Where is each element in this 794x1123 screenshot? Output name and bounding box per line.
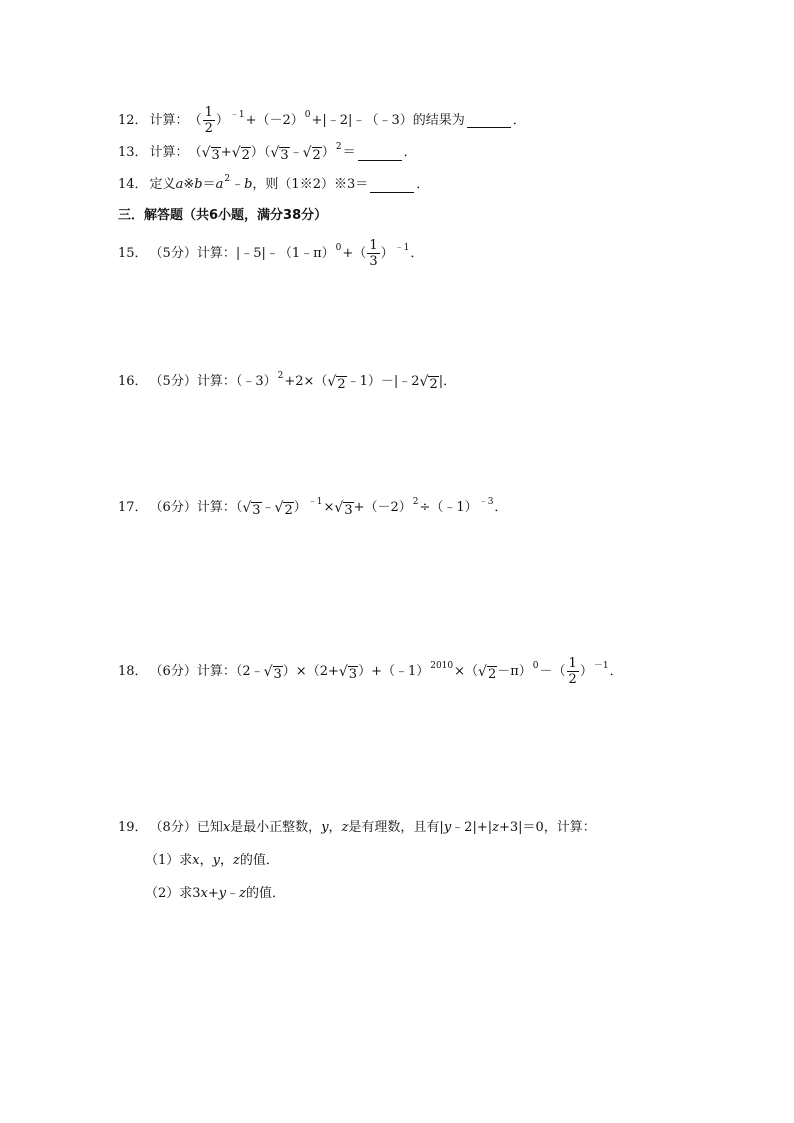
question-19 (118, 818, 596, 838)
radicand: 2 (312, 148, 321, 163)
square-root (275, 498, 294, 518)
fraction-numerator: 1 (369, 238, 378, 253)
expression-text: ） (380, 245, 394, 261)
exponent: 0 (532, 660, 539, 671)
expression-text: ÷（﹣1） (419, 500, 478, 515)
expression-text: ）×（2+ (282, 663, 339, 679)
operator: ﹣ (226, 886, 240, 901)
expression-text: +（－2） (353, 500, 412, 515)
answer-blank[interactable] (467, 113, 511, 128)
question-number: 19． (118, 820, 148, 835)
question-19-part-2 (145, 884, 285, 904)
radicand: 2 (284, 503, 293, 518)
exponent: ﹣1 (394, 242, 410, 253)
variable: y (212, 853, 220, 868)
radical-icon: √ (338, 663, 348, 680)
question-number: 16． (118, 374, 148, 389)
operator: ※ (183, 177, 195, 192)
question-number: 13． (118, 145, 148, 160)
radical-icon: √ (327, 374, 337, 390)
expression-text: ×（ (454, 663, 479, 679)
exponent: ﹣1 (229, 109, 245, 120)
square-root (270, 143, 289, 163)
expression-text: ﹣1）－|﹣2 (346, 374, 420, 389)
variable: y (443, 820, 452, 835)
variable: z (239, 886, 247, 901)
fraction-numerator: 1 (568, 656, 577, 671)
paren-close: ） (215, 112, 229, 128)
square-root (232, 143, 251, 163)
operator: + (207, 886, 219, 901)
question-16 (118, 372, 456, 392)
expression-text: （8分）已知 (149, 820, 223, 835)
expression-text: ， (328, 820, 342, 835)
period: ． (403, 145, 417, 160)
question-12 (118, 105, 526, 136)
period: ． (410, 245, 424, 261)
square-root (339, 662, 358, 682)
expression-text: ＝ (342, 145, 356, 160)
square-root (334, 498, 353, 518)
question-14 (118, 175, 429, 195)
radicand: 2 (337, 377, 346, 392)
radicand: 3 (211, 148, 220, 163)
expression-text: +（－2） (245, 112, 304, 128)
radicand: 3 (348, 666, 358, 682)
expression-text: ， (199, 853, 213, 868)
operator: ﹣ (231, 177, 245, 192)
square-root (420, 372, 439, 392)
exponent: ﹣1 (307, 497, 323, 507)
expression-text: ）+（﹣1） (358, 663, 430, 679)
expression-text: －（ (539, 663, 566, 679)
radicand: 2 (429, 377, 438, 392)
expression-text: ， (220, 853, 234, 868)
expression-text: × (323, 500, 335, 515)
fraction-numerator: 1 (204, 105, 213, 120)
expression-text: （2）求3 (145, 886, 201, 901)
period: ． (416, 177, 430, 192)
exponent: 0 (304, 109, 311, 120)
variable: y (218, 886, 227, 901)
variable: x (222, 820, 231, 835)
expression-text: ） (579, 663, 593, 679)
square-root (327, 372, 346, 392)
answer-blank[interactable] (358, 146, 402, 161)
question-19-part-1 (145, 851, 279, 871)
variable: x (200, 886, 208, 901)
period: ． (494, 500, 508, 515)
expression-text: （1）求 (145, 853, 193, 868)
question-label: 计算： (149, 112, 189, 128)
fraction-one-third (367, 238, 379, 269)
radical-icon: √ (274, 500, 284, 516)
expression-text: 定义 (149, 177, 176, 192)
radicand: 2 (487, 666, 497, 682)
expression-text: ）（ (250, 145, 271, 160)
expression-text: + (220, 145, 232, 160)
radical-icon: √ (270, 145, 280, 161)
exponent: 2 (335, 142, 342, 152)
radicand: 3 (344, 503, 353, 518)
question-17 (118, 498, 507, 518)
question-number: 14． (118, 177, 148, 192)
section-heading: 三．解答题（共6小题，满分38分） (118, 208, 328, 223)
exponent: 2 (277, 371, 284, 381)
expression-text: ） (321, 145, 335, 160)
question-number: 12． (118, 112, 148, 128)
variable: a (175, 177, 184, 192)
fraction-denominator: 3 (369, 254, 378, 269)
expression-text: 的值． (239, 853, 279, 868)
radicand: 3 (280, 148, 289, 163)
radicand: 3 (252, 503, 261, 518)
expression-text: （6分）计算：（2﹣ (149, 663, 264, 679)
period: ． (609, 663, 623, 679)
fraction-denominator: 2 (568, 672, 577, 687)
variable: y (321, 820, 329, 835)
question-15 (118, 238, 423, 269)
question-number: 18． (118, 663, 148, 679)
variable: b (244, 177, 253, 192)
variable: a (215, 177, 224, 192)
expression-text: 的值． (246, 886, 286, 901)
variable: b (194, 177, 203, 192)
question-label: 计算： (149, 145, 189, 160)
radical-icon: √ (478, 663, 487, 680)
variable: z (492, 820, 499, 835)
square-root (202, 143, 221, 163)
expression-text: －π） (497, 663, 532, 679)
variable: z (341, 820, 349, 835)
question-number: 17． (118, 500, 148, 515)
radical-icon: √ (242, 500, 252, 516)
exponent: －1 (593, 660, 609, 671)
radical-icon: √ (231, 145, 241, 161)
radical-icon: √ (201, 145, 211, 161)
expression-text: ） (293, 500, 307, 515)
fraction-one-half (567, 656, 579, 687)
square-root (242, 498, 261, 518)
fraction-denominator: 2 (204, 121, 213, 136)
square-root (264, 662, 283, 682)
radical-icon: √ (419, 374, 429, 390)
expression-text: ﹣ (289, 145, 303, 160)
variable: z (233, 853, 240, 868)
question-18 (118, 656, 623, 687)
expression-text: +2×（ (284, 374, 328, 389)
question-number: 15． (118, 245, 148, 261)
radicand: 3 (273, 666, 282, 682)
period: ． (512, 112, 526, 128)
variable: x (192, 853, 200, 868)
expression-text: 是有理数，且有| (348, 820, 444, 835)
expression-text: 是最小正整数， (230, 820, 322, 835)
expression-text: （5分）计算：（﹣3） (149, 374, 277, 389)
expression-text: ﹣2|+| (451, 820, 493, 835)
expression-text: |． (438, 374, 457, 389)
expression-text: （6分）计算：（ (149, 500, 243, 515)
question-13 (118, 143, 417, 163)
expression-text: （ (188, 145, 202, 160)
square-root (303, 143, 322, 163)
expression-text: ﹣ (261, 500, 275, 515)
radical-icon: √ (263, 663, 273, 680)
expression-text: +（ (342, 245, 367, 261)
radicand: 2 (241, 148, 250, 163)
expression-text: ，则（1※2）※3＝ (252, 177, 369, 192)
answer-blank[interactable] (370, 178, 414, 193)
radical-icon: √ (302, 145, 312, 161)
radical-icon: √ (334, 500, 344, 516)
exponent: 2010 (430, 660, 454, 671)
expression-text: +|﹣2|﹣（﹣3）的结果为 (311, 112, 465, 128)
exponent: 0 (335, 242, 342, 253)
exponent: 2 (224, 174, 231, 184)
expression-text: +3|＝0，计算： (498, 820, 596, 835)
fraction-one-half (203, 105, 215, 136)
operator: ＝ (202, 177, 216, 192)
expression-text: （5分）计算：|﹣5|﹣（1﹣π） (149, 245, 335, 261)
square-root (478, 662, 497, 682)
exponent: ﹣3 (478, 497, 494, 507)
paren-open: （ (188, 112, 202, 128)
exponent: 2 (412, 497, 419, 507)
